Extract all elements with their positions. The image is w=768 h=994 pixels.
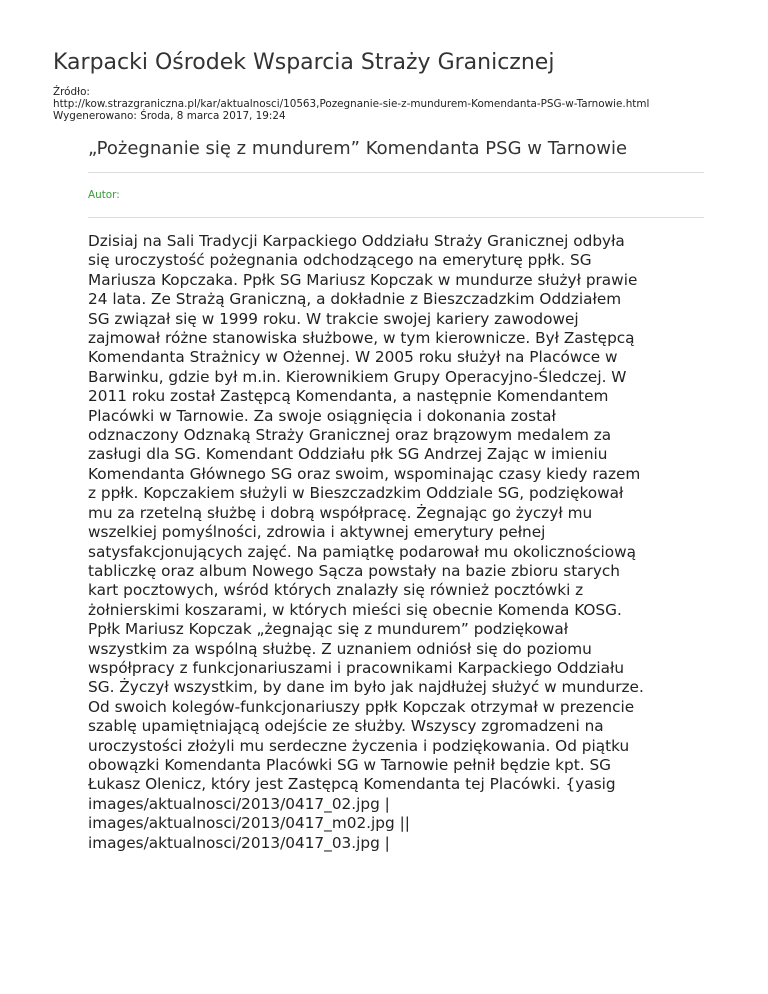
source-url: http://kow.strazgraniczna.pl/kar/aktualnosci/10563,Pozegnanie-sie-z-mundurem-Komendanta-PSG-w-Tarnowie.html xyxy=(53,98,650,110)
source-label: Źródło: xyxy=(53,86,90,98)
generated-date: Wygenerowano: Środa, 8 marca 2017, 19:24 xyxy=(53,110,286,122)
author-label: Autor: xyxy=(88,189,120,201)
source-meta xyxy=(53,86,713,122)
article-title: „Pożegnanie się z mundurem” Komendanta PSG w Tarnowie xyxy=(88,138,628,159)
divider-top xyxy=(88,172,704,173)
article-body: Dzisiaj na Sali Tradycji Karpackiego Oddziału Straży Granicznej odbyła się uroczystość pożegnania odchodzącego na emeryturę ppłk. SG Mariusza Kopczaka. Ppłk SG Mariusz Kopczak w mundurze służył prawie 24 lata. Ze Strażą Graniczną, a dokładnie z Bieszczadzkim Oddziałem SG związał się w 1999 roku. W trakcie swojej kariery zawodowej zajmował różne stanowiska służbowe, w tym kierownicze. Był Zastępcą Komendanta Strażnicy w Ożennej. W 2005 roku służył na Placówce w Barwinku, gdzie był m.in. Kierownikiem Grupy Operacyjno-Śledczej. W 2011 roku został Zastępcą Komendanta, a następnie Komendantem Placówki w Tarnowie. Za swoje osiągnięcia i dokonania został odznaczony Odznaką Straży Granicznej oraz brązowym medalem za zasługi dla SG. Komendant Oddziału płk SG Andrzej Zając w imieniu Komendanta Głównego SG oraz swoim, wspominając czasy kiedy razem z ppłk. Kopczakiem służyli w Bieszczadzkim Oddziale SG, podziękował mu za rzetelną służbę i dobrą współpracę. Żegnając go życzył mu wszelkiej pomyślności, zdrowia i aktywnej emerytury pełnej satysfakcjonujących zajęć. Na pamiątkę podarował mu okolicznościową tabliczkę oraz album Nowego Sącza powstały na bazie zbioru starych kart pocztowych, wśród których znalazły się również pocztówki z żołnierskimi koszarami, w których mieści się obecnie Komenda KOSG. Ppłk Mariusz Kopczak „żegnając się z mundurem” podziękował wszystkim za wspólną służbę. Z uznaniem odniósł się do poziomu współpracy z funkcjonariuszami i pracownikami Karpackiego Oddziału SG. Życzył wszystkim, by dane im było jak najdłużej służyć w mundurze. Od swoich kolegów-funkcjonariuszy ppłk Kopczak otrzymał w prezencie szablę upamiętniającą odejście ze służby. Wszyscy zgromadzeni na uroczystości złożyli mu serdeczne życzenia i podziękowania. Od piątku obowązki Komendanta Placówki SG w Tarnowie pełnił będzie kpt. SG Łukasz Olenicz, który jest Zastępcą Komendanta tej Placówki. {yasig images/aktualnosci/2013/0417_02.jpg | images/aktualnosci/2013/0417_m02.jpg || images/aktualnosci/2013/0417_03.jpg | xyxy=(88,232,644,852)
site-title: Karpacki Ośrodek Wsparcia Straży Granicznej xyxy=(53,50,555,75)
divider-bottom xyxy=(88,217,704,218)
